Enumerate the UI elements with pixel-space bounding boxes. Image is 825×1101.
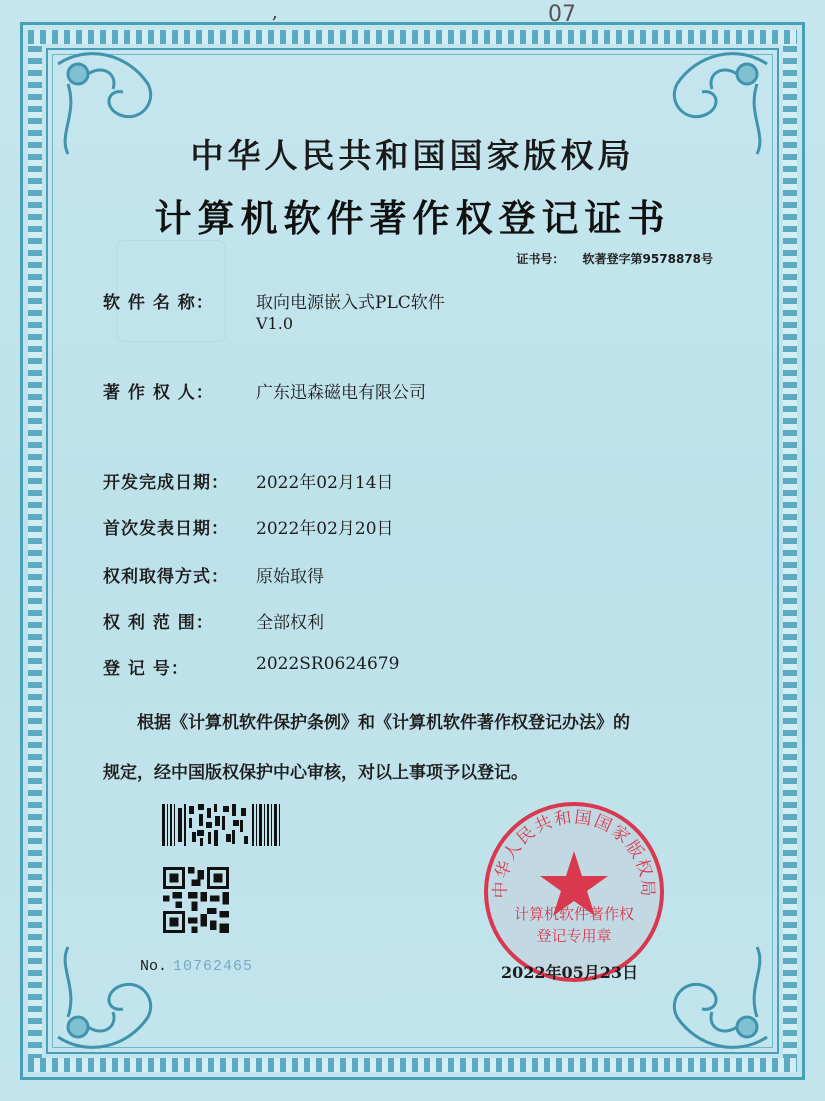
field-label: 首次发表日期： xyxy=(103,519,229,539)
official-seal xyxy=(481,799,667,985)
field-value: 全部权利 xyxy=(256,613,324,633)
certificate-number xyxy=(516,250,713,267)
field-value: 取向电源嵌入式PLC软件 xyxy=(256,293,445,313)
seal-line-2: 登记专用章 xyxy=(536,927,612,945)
issuing-authority: 中华人民共和国国家版权局 xyxy=(190,136,635,175)
field-value: 2022年02月20日 xyxy=(256,519,394,539)
barcode-icon xyxy=(162,804,280,846)
statement-line-1: 根据《计算机软件保护条例》和《计算机软件著作权登记办法》的 xyxy=(137,713,630,733)
certificate-number-value: 软著登字第9578878号 xyxy=(582,252,713,266)
qr-code-icon xyxy=(163,867,229,933)
software-version: V1.0 xyxy=(256,314,293,333)
field-copyright-owner xyxy=(103,378,426,403)
seal-line-1: 计算机软件著作权 xyxy=(513,905,634,923)
serial-value: 10762465 xyxy=(173,958,254,975)
serial-number xyxy=(140,958,253,975)
field-development-date xyxy=(103,468,394,493)
field-label: 开发完成日期： xyxy=(103,473,229,493)
field-label: 登 记 号： xyxy=(103,659,189,679)
pen-mark: , xyxy=(272,2,278,23)
field-acquisition-method xyxy=(103,562,324,587)
field-first-publication-date xyxy=(103,514,394,539)
field-value: 2022年02月14日 xyxy=(256,473,394,493)
certificate-number-label: 证书号： xyxy=(516,252,565,266)
certificate-title: 计算机软件著作权登记证书 xyxy=(154,196,671,240)
corner-ornament-bottom-left xyxy=(48,937,178,1057)
statement-line-2: 规定，经中国版权保护中心审核，对以上事项予以登记。 xyxy=(103,763,528,783)
issue-date: 2022年05月23日 xyxy=(501,963,639,982)
field-label: 权 利 范 围： xyxy=(103,613,214,633)
field-value: 2022SR0624679 xyxy=(256,654,400,674)
handwritten-mark: 07 xyxy=(548,2,576,27)
field-registration-number xyxy=(103,654,400,679)
field-value: 广东迅森磁电有限公司 xyxy=(256,383,426,403)
field-label: 权利取得方式： xyxy=(103,567,229,587)
seal-ring-text: 中华人民共和国国家版权局 xyxy=(490,807,658,899)
field-label: 软 件 名 称： xyxy=(103,293,214,313)
field-value: 原始取得 xyxy=(256,567,324,587)
field-software-name xyxy=(103,288,445,313)
serial-label: No. xyxy=(140,958,168,975)
field-rights-scope xyxy=(103,608,324,633)
field-label: 著 作 权 人： xyxy=(103,383,214,403)
